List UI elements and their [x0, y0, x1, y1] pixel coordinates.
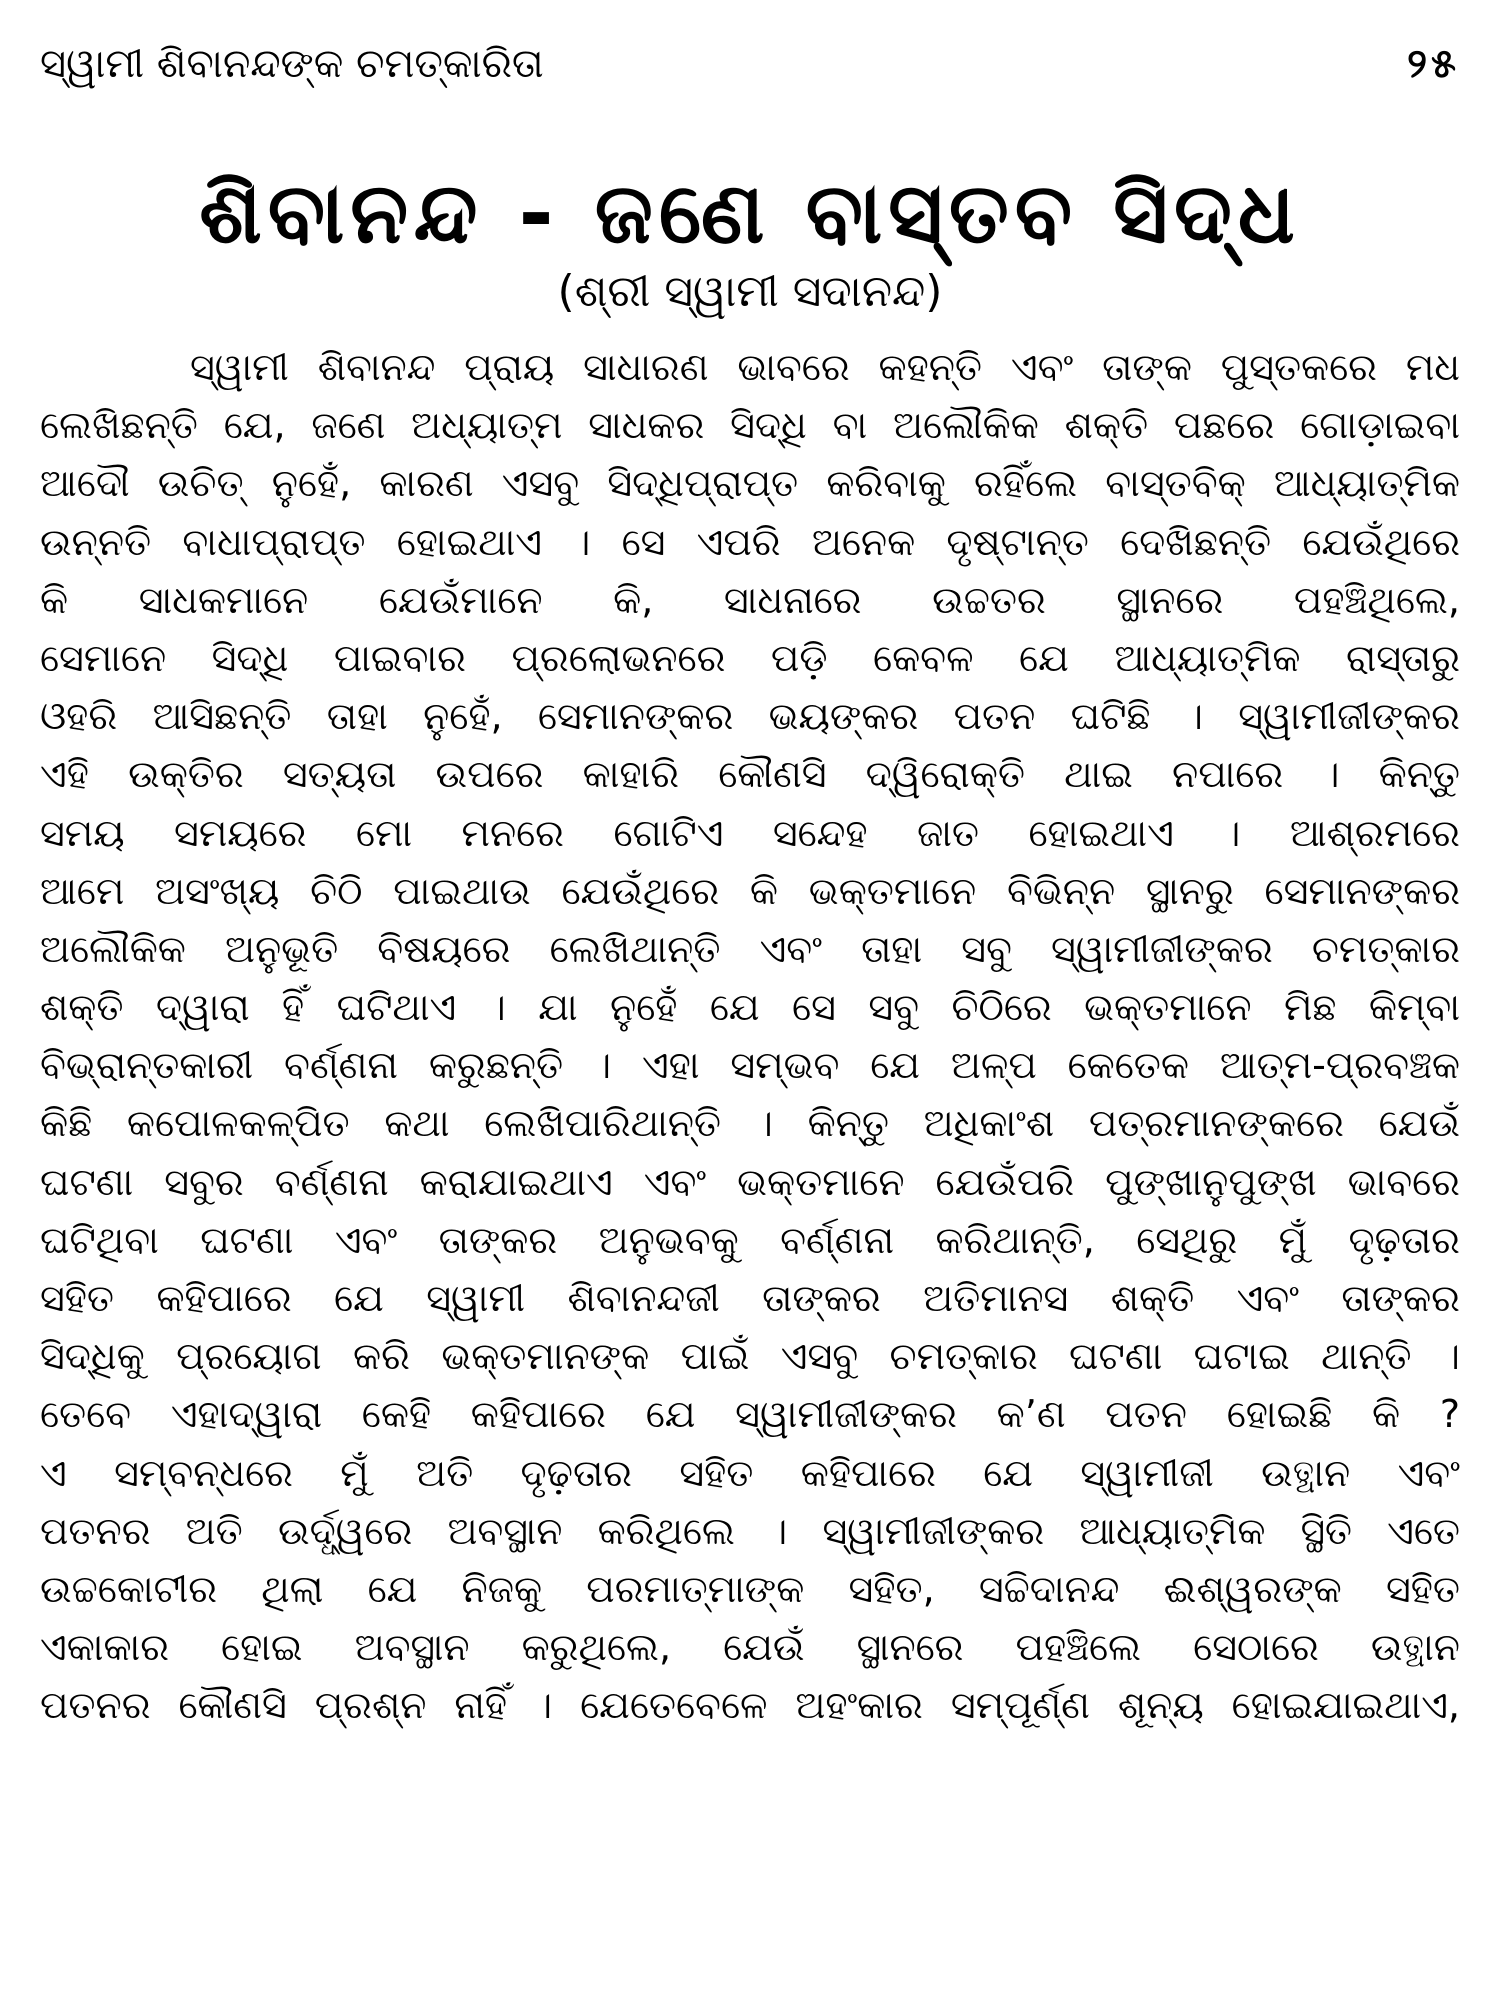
body-line: ଉଚ୍ଚକୋଟୀର ଥିଲା ଯେ ନିଜକୁ ପରମାତ୍ମାଙ୍କ ସହିତ, ସଚ୍ଚିଦାନନ୍ଦ ଈଶ୍ୱରଙ୍କ ସହିତ [40, 1566, 1460, 1611]
body-line: ଉନ୍ନତି ବାଧାପ୍ରାପ୍ତ ହୋଇଥାଏ । ସେ ଏପରି ଅନେକ ଦୃଷ୍ଟାନ୍ତ ଦେଖିଛନ୍ତି ଯେଉଁଥିରେ [40, 519, 1460, 564]
body-line: ଏହି ଉକ୍ତିର ସତ୍ୟତା ଉପରେ କାହାରି କୌଣସି ଦ୍ୱିରୋକ୍ତି ଥାଇ ନପାରେ । କିନ୍ତୁ [40, 752, 1460, 797]
article-author: (ଶ୍ରୀ ସ୍ୱାମୀ ସଦାନନ୍ଦ) [557, 266, 943, 317]
body-line: ଘଟିଥିବା ଘଟଣା ଏବଂ ତାଙ୍କର ଅନୁଭବକୁ ବର୍ଣ୍ଣନା କରିଥାନ୍ତି, ସେଥିରୁ ମୁଁ ଦୃଢ଼ତାର [40, 1217, 1460, 1262]
body-line: ଲେଖିଛନ୍ତି ଯେ, ଜଣେ ଅଧ୍ୟାତ୍ମ ସାଧକର ସିଦ୍ଧି ବା ଅଲୌକିକ ଶକ୍ତି ପଛରେ ଗୋଡ଼ାଇବା [40, 403, 1460, 448]
body-line: କିଛି କପୋଳକଳ୍ପିତ କଥା ଲେଖିପାରିଥାନ୍ତି । କିନ୍ତୁ ଅଧିକାଂଶ ପତ୍ରମାନଙ୍କରେ ଯେଉଁ [40, 1101, 1460, 1146]
body-line: ଏ ସମ୍ବନ୍ଧରେ ମୁଁ ଅତି ଦୃଢ଼ତାର ସହିତ କହିପାରେ ଯେ ସ୍ୱାମୀଜୀ ଉତ୍ଥାନ ଏବଂ [40, 1450, 1460, 1495]
body-line: ଅଲୌକିକ ଅନୁଭୂତି ବିଷୟରେ ଲେଖିଥାନ୍ତି ଏବଂ ତାହା ସବୁ ସ୍ୱାମୀଜୀଙ୍କର ଚମତ୍କାର [40, 926, 1460, 971]
body-line: ସ୍ୱାମୀ ଶିବାନନ୍ଦ ପ୍ରାୟ ସାଧାରଣ ଭାବରେ କହନ୍ତି ଏବଂ ତାଙ୍କ ପୁସ୍ତକରେ ମଧ [190, 345, 1460, 389]
body-line: ସିଦ୍ଧିକୁ ପ୍ରୟୋଗ କରି ଭକ୍ତମାନଙ୍କ ପାଇଁ ଏସବୁ ଚମତ୍କାର ଘଟଣା ଘଟାଇ ଥାନ୍ତି । [40, 1334, 1460, 1379]
body-line: ଆଦୌ ଉଚିତ୍ ନୁହେଁ, କାରଣ ଏସବୁ ସିଦ୍ଧିପ୍ରାପ୍ତ କରିବାକୁ ରହିଁଲେ ବାସ୍ତବିକ୍ ଆଧ୍ୟାତ୍ମିକ [40, 461, 1460, 506]
body-line: ସେମାନେ ସିଦ୍ଧି ପାଇବାର ପ୍ରଲୋଭନରେ ପଡ଼ି କେବଳ ଯେ ଆଧ୍ୟାତ୍ମିକ ରାସ୍ତାରୁ [40, 635, 1460, 680]
body-line: ଏକାକାର ହୋଇ ଅବସ୍ଥାନ କରୁଥିଲେ, ଯେଉଁ ସ୍ଥାନରେ ପହଞ୍ଚିଲେ ସେଠାରେ ଉତ୍ଥାନ [40, 1625, 1460, 1670]
article-body [40, 338, 1460, 1735]
body-line: ଘଟଣା ସବୁର ବର୍ଣ୍ଣନା କରାଯାଇଥାଏ ଏବଂ ଭକ୍ତମାନେ ଯେଉଁପରି ପୁଙ୍ଖାନୁପୁଙ୍ଖ ଭାବରେ [40, 1159, 1460, 1204]
body-line: ସହିତ କହିପାରେ ଯେ ସ୍ୱାମୀ ଶିବାନନ୍ଦଜୀ ତାଙ୍କର ଅତିମାନସ ଶକ୍ତି ଏବଂ ତାଙ୍କର [40, 1276, 1460, 1320]
running-header-title: ସ୍ୱାମୀ ଶିବାନନ୍ଦଙ୍କ ଚମତ୍କାରିତା [40, 41, 544, 87]
body-line: ତେବେ ଏହାଦ୍ୱାରା କେହି କହିପାରେ ଯେ ସ୍ୱାମୀଜୀଙ୍କର କ’ଣ ପତନ ହୋଇଛି କି ? [40, 1392, 1460, 1437]
body-line: ପତନର ଅତି ଉର୍ଦ୍ଧ୍ୱରେ ଅବସ୍ଥାନ କରିଥିଲେ । ସ୍ୱାମୀଜୀଙ୍କର ଆଧ୍ୟାତ୍ମିକ ସ୍ଥିତି ଏତେ [40, 1508, 1460, 1553]
body-line: କି ସାଧକମାନେ ଯେଉଁମାନେ କି, ସାଧନାରେ ଉଚ୍ଚତର ସ୍ଥାନରେ ପହଞ୍ଚିଥିଲେ, [40, 577, 1460, 622]
body-line: ଆମେ ଅସଂଖ୍ୟ ଚିଠି ପାଇଥାଉ ଯେଉଁଥିରେ କି ଭକ୍ତମାନେ ବିଭିନ୍ନ ସ୍ଥାନରୁ ସେମାନଙ୍କର [40, 868, 1460, 913]
body-line: ଶକ୍ତି ଦ୍ୱାରା ହିଁ ଘଟିଥାଏ । ଯା ନୁହେଁ ଯେ ସେ ସବୁ ଚିଠିରେ ଭକ୍ତମାନେ ମିଛ କିମ୍ବା [40, 985, 1460, 1030]
running-header [40, 36, 1460, 96]
body-line: ସମୟ ସମୟରେ ମୋ ମନରେ ଗୋଟିଏ ସନ୍ଦେହ ଜାତ ହୋଇଥାଏ । ଆଶ୍ରମରେ [40, 810, 1460, 855]
article-title: ଶିବାନନ୍ଦ - ଜଣେ ବାସ୍ତବ ସିଦ୍ଧ [199, 164, 1301, 262]
body-line: ଓହରି ଆସିଛନ୍ତି ତାହା ନୁହେଁ, ସେମାନଙ୍କର ଭୟଙ୍କର ପତନ ଘଟିଛି । ସ୍ୱାମୀଜୀଙ୍କର [40, 694, 1460, 739]
body-line: ପତନର କୌଣସି ପ୍ରଶ୍ନ ନାହିଁ । ଯେତେବେଳେ ଅହଂକାର ସମ୍ପୂର୍ଣ୍ଣ ଶୂନ୍ୟ ହୋଇଯାଇଥାଏ, [40, 1683, 1460, 1728]
page-number: ୨୫ [1407, 41, 1460, 87]
body-line: ବିଭ୍ରାନ୍ତକାରୀ ବର୍ଣ୍ଣନା କରୁଛନ୍ତି । ଏହା ସମ୍ଭବ ଯେ ଅଳ୍ପ କେତେକ ଆତ୍ମ-ପ୍ରବଞ୍ଚକ [40, 1043, 1460, 1088]
